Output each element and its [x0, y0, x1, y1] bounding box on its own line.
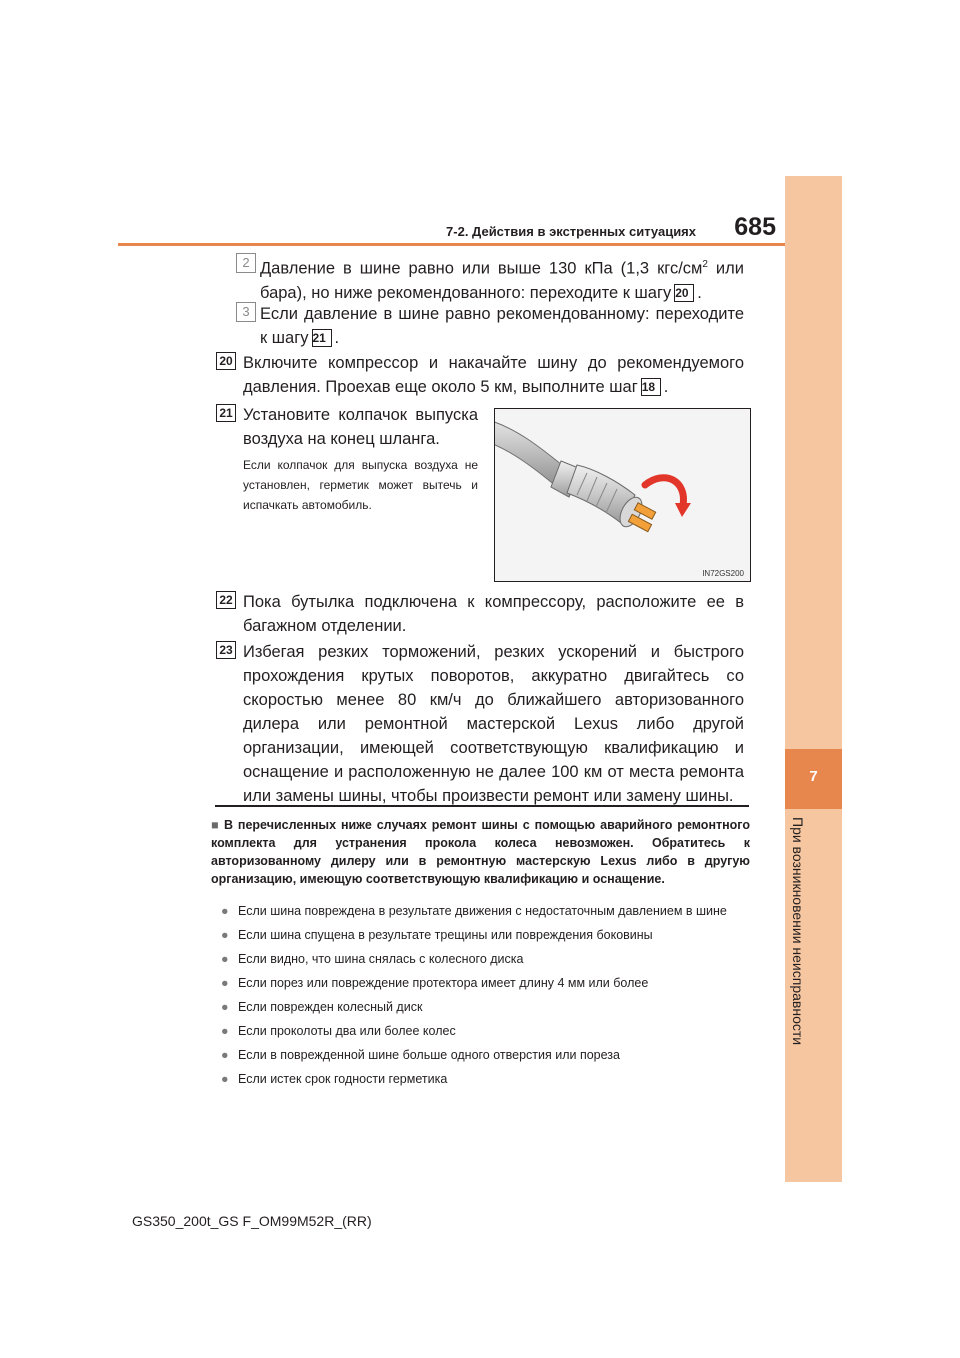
substep-text: Если давление в шине равно рекомендованному: переходите к шагу 21 .: [260, 305, 744, 347]
chapter-number: 7: [809, 768, 818, 785]
info-list: [221, 903, 749, 1088]
step-reference-badge: 20: [674, 284, 694, 302]
step-badge: 23: [216, 641, 236, 659]
substep-number: 3: [236, 302, 256, 322]
step-badge: 22: [216, 591, 236, 609]
list-item: ● Если шина повреждена в результате движения с недостаточным давлением в шине: [221, 904, 727, 918]
superscript: 2: [702, 259, 708, 270]
list-item: ● Если проколоты два или более колес: [221, 1024, 456, 1038]
step-reference-badge: 18: [641, 378, 661, 396]
info-title: ■ В перечисленных ниже случаях ремонт шины с помощью аварийного ремонтного комплекта для устранения прокола колеса невозможен. Обратитесь к авторизованному дилеру или в ремонтную мастерскую Lexus либо в другую организацию, имеющую соответствующую квалификацию и оснащение.: [211, 818, 750, 886]
step-note: Если колпачок для выпуска воздуха не установлен, герметик может вытечь и испачкать автомобиль.: [243, 458, 478, 512]
substep-number: 2: [236, 253, 256, 273]
document-code: GS350_200t_GS F_OM99M52R_(RR): [132, 1213, 372, 1229]
header-divider: [118, 243, 785, 246]
section-title: 7-2. Действия в экстренных ситуациях: [446, 224, 696, 239]
step-reference-badge: 21: [312, 329, 332, 347]
list-item: ● Если порез или повреждение протектора имеет длину 4 мм или более: [221, 976, 649, 990]
step-text: Избегая резких торможений, резких ускорений и быстрого прохождения крутых поворотов, аккуратно двигайтесь со скоростью менее 80 км/ч до ближайшего авторизованного дилера или ремонтной мастерской Lexus либо другой организации, имеющей соответствующую квалификацию и оснащение и расположенную не далее 100 км от места ремонта или замены шины, чтобы произвести ремонт или замену шины.: [243, 643, 744, 805]
section-marker: ■: [211, 818, 220, 832]
list-item: ● Если в поврежденной шине больше одного отверстия или пореза: [221, 1048, 620, 1062]
hose-cap-illustration: [494, 408, 751, 582]
figure-code: IN72GS200: [702, 569, 744, 578]
list-item: ● Если шина спущена в результате трещины или повреждения боковины: [221, 928, 653, 942]
step-badge: 20: [216, 352, 236, 370]
chapter-title: При возникновении неисправности: [790, 817, 806, 1046]
step-text: Включите компрессор и накачайте шину до рекомендуемого давления. Проехав еще около 5 км, выполните шаг 18 .: [243, 354, 744, 396]
step-badge: 21: [216, 404, 236, 422]
hose-illustration-svg: [495, 409, 750, 581]
list-item: ● Если поврежден колесный диск: [221, 1000, 423, 1014]
list-item: ● Если видно, что шина снялась с колесного диска: [221, 952, 524, 966]
page-number: 685: [734, 213, 776, 241]
step-text: Пока бутылка подключена к компрессору, расположите ее в багажном отделении.: [243, 593, 744, 635]
step-text: Установите колпачок выпуска воздуха на конец шланга.: [243, 406, 478, 448]
list-item: ● Если истек срок годности герметика: [221, 1072, 448, 1086]
info-divider: [215, 805, 749, 807]
substep-text: Давление в шине равно или выше 130 кПа (1,3 кгс/$см^2$ или бара), но ниже рекомендованного: переходите к шагу 20 .: [260, 259, 744, 302]
